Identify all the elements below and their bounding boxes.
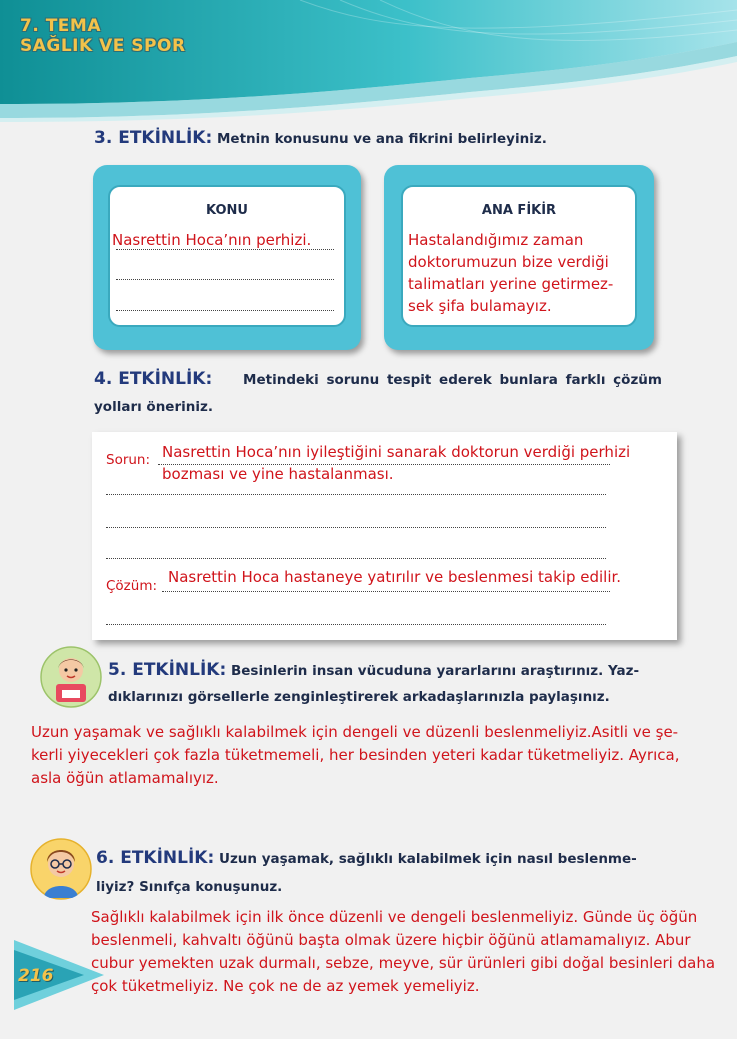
- answer-line-text: asla öğün atlamamalıyız.: [31, 769, 219, 787]
- sorun-line: Nasrettin Hoca’nın iyileştiğini sanarak doktorun verdiği perhizi: [162, 443, 631, 461]
- answer-line: [106, 624, 606, 625]
- answer-line-text: Uzun yaşamak ve sağlıklı kalabilmek için dengeli ve düzenli beslenmeliyiz.Asitli ve şe-: [31, 723, 679, 741]
- answer-line-text: çok tüketmeliyiz. Ne çok ne de az yemek yemeliyiz.: [91, 977, 480, 995]
- tema-number: 7. TEMA: [20, 16, 101, 36]
- activity-5-answer: [31, 721, 679, 790]
- konu-title: KONU: [206, 203, 248, 218]
- activity-4-heading: [94, 369, 662, 415]
- activity-5-heading: [108, 660, 663, 705]
- konu-inner: [108, 185, 346, 327]
- activity-3-heading: [94, 128, 547, 148]
- cozum-answer: Nasrettin Hoca hastaneye yatırılır ve beslenmesi takip edilir.: [168, 568, 622, 586]
- activity-6-answer: [91, 906, 715, 998]
- activity-5-prompt-line2: dıklarınızı görsellerle zenginleştirerek arkadaşlarınızla paylaşınız.: [108, 689, 610, 705]
- ana-fikir-title: ANA FİKİR: [481, 203, 557, 218]
- sorun-line: bozması ve yine hastalanması.: [162, 465, 394, 483]
- answer-line: [158, 464, 610, 465]
- activity-6-number: 6. ETKİNLİK:: [96, 848, 215, 868]
- activity-4-prompt-line2: yolları öneriniz.: [94, 399, 213, 415]
- ana-fikir-answer: [408, 229, 613, 317]
- activity-5-number: 5. ETKİNLİK:: [108, 660, 227, 680]
- ana-fikir-line: talimatları yerine getirmez-: [408, 275, 614, 293]
- activity-5-prompt-line1: Besinlerin insan vücuduna yararlarını araştırınız. Yaz-: [230, 663, 640, 679]
- page-number: 216: [18, 966, 54, 986]
- answer-line-text: kerli yiyecekleri çok fazla tüketmemeli, her besinden yeteri kadar tüketmeliyiz. Ayrıca,: [31, 746, 680, 764]
- ana-fikir-inner: [401, 185, 637, 327]
- answer-line-text: Sağlıklı kalabilmek için ilk önce düzenli ve dengeli beslenmeliyiz. Günde üç öğün: [91, 908, 698, 926]
- activity-4-prompt-line1: Metindeki sorunu tespit ederek bunlara farklı çözüm: [243, 372, 662, 388]
- activity-3-number: 3. ETKİNLİK:: [94, 128, 213, 148]
- answer-line: [116, 310, 334, 311]
- answer-line: [106, 527, 606, 528]
- activity-4-number: 4. ETKİNLİK:: [94, 369, 213, 389]
- activity-3-prompt: Metnin konusunu ve ana fikrini belirleyiniz.: [216, 131, 547, 147]
- ana-fikir-line: sek şifa bulamayız.: [408, 297, 552, 315]
- answer-line-text: beslenmeli, kahvaltı öğünü başta olmak üzere hiçbir öğünü atlamamalıyız. Abur: [91, 931, 691, 949]
- sorun-answer: [162, 441, 630, 485]
- answer-line: [116, 279, 334, 280]
- answer-line: [162, 591, 610, 592]
- sorun-label: Sorun:: [106, 452, 151, 468]
- activity-6-prompt-line2: liyiz? Sınıfça konuşunuz.: [96, 879, 283, 895]
- boy-avatar-icon: [30, 838, 92, 900]
- ana-fikir-line: doktorumuzun bize verdiği: [408, 253, 609, 271]
- tema-title: [20, 16, 186, 56]
- activity-6-heading: [96, 848, 666, 895]
- activity-6-prompt-line1: Uzun yaşamak, sağlıklı kalabilmek için nasıl beslenme-: [218, 851, 637, 867]
- ana-fikir-line: Hastalandığımız zaman: [408, 231, 584, 249]
- answer-line: [106, 558, 606, 559]
- girl-reading-avatar-icon: [40, 646, 102, 708]
- answer-line: [106, 494, 606, 495]
- answer-line: [116, 249, 334, 250]
- cozum-label: Çözüm:: [106, 578, 158, 594]
- tema-name: SAĞLIK VE SPOR: [20, 36, 186, 56]
- answer-line-text: cubur yemekten uzak durmalı, sebze, meyve, sür ürünleri gibi doğal besinleri daha: [91, 954, 716, 972]
- konu-answer: Nasrettin Hoca’nın perhizi.: [112, 231, 312, 249]
